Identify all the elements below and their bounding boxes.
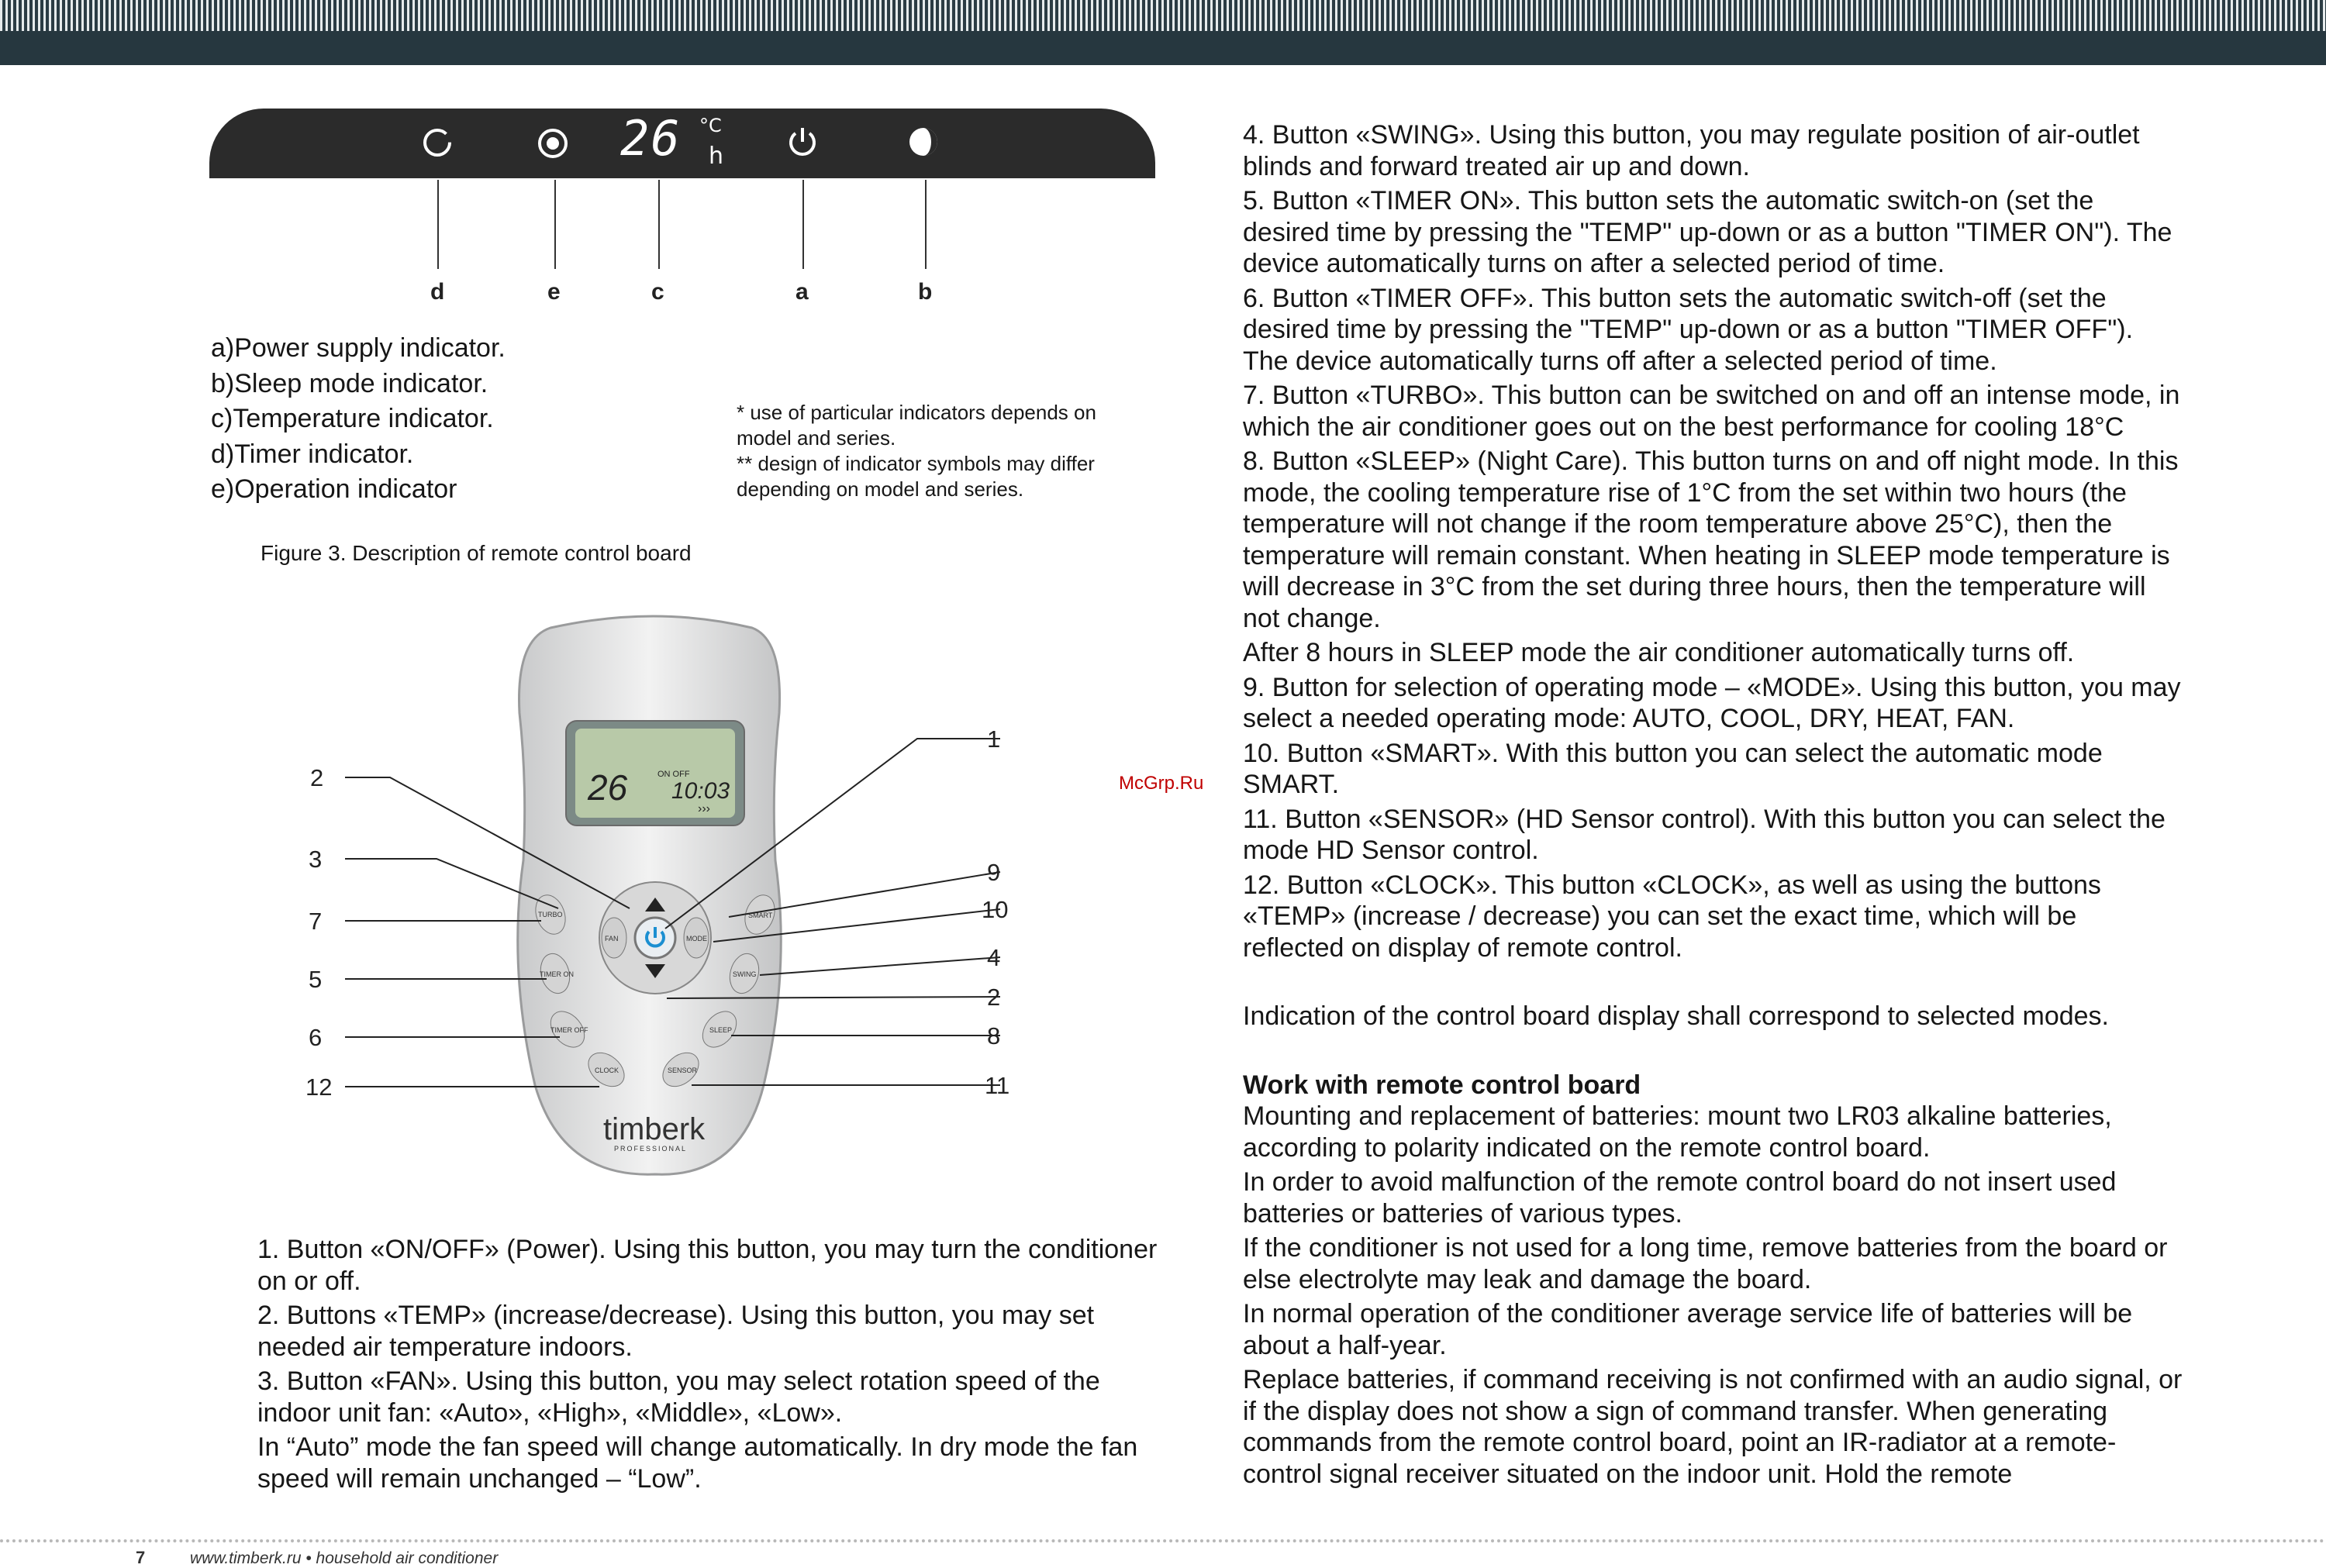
remote-label-11: 11 <box>985 1072 1010 1099</box>
operation-indicator-icon <box>535 126 571 161</box>
paragraph: Replace batteries, if command receiving is not confirmed with an audio signal, or if the display does not show a sign of command transfer. When generating commands from the remote control board, point an IR-radiator at a remote-control signal receiver situated on the indoor unit. Hold the remote <box>1243 1365 2183 1489</box>
sleep-button-label: SLEEP <box>709 1026 733 1034</box>
paragraph: After 8 hours in SLEEP mode the air conditioner automatically turns off. <box>1243 638 2075 667</box>
remote-label-4: 4 <box>987 944 1001 971</box>
leader-line-d <box>437 180 439 269</box>
lcd-mode: ON OFF <box>657 770 690 779</box>
power-indicator-icon <box>785 124 820 160</box>
paragraph: Mounting and replacement of batteries: mount two LR03 alkaline batteries, according to polarity indicated on the remote control board. <box>1243 1101 2112 1163</box>
footer-site: www.timberk.ru • household air conditioner <box>190 1549 499 1567</box>
remote-label-2: 2 <box>310 764 324 791</box>
timer-on-button-label: TIMER ON <box>540 970 574 978</box>
lcd-fan-arrows: ››› <box>698 802 710 815</box>
remote-label-5: 5 <box>309 966 323 993</box>
paragraph: 3. Button «FAN». Using this button, you may select rotation speed of the indoor unit fan: «Auto», «High», «Middle», «Low». <box>257 1366 1100 1428</box>
clock-button-label: CLOCK <box>595 1067 619 1074</box>
paragraph: 11. Button «SENSOR» (HD Sensor control). With this button you can select the mode HD Sensor control. <box>1243 804 2166 865</box>
indicator-letter-a: a <box>795 279 809 305</box>
lcd-time: 10:03 <box>671 778 730 804</box>
watermark: McGrp.Ru <box>1119 773 1204 794</box>
indicator-legend <box>211 331 506 508</box>
indicator-notes <box>737 400 1155 502</box>
remote-label-12: 12 <box>305 1073 333 1101</box>
paragraph: 2. Buttons «TEMP» (increase/decrease). Using this button, you may set needed air temperature indoors. <box>257 1301 1095 1362</box>
note-1: * use of particular indicators depends on model and series. <box>737 401 1096 450</box>
indicator-letter-e: e <box>547 279 561 305</box>
timer-off-button-label: TIMER OFF <box>550 1026 588 1034</box>
smart-button-label: SMART <box>748 912 773 919</box>
remote-label-2b: 2 <box>987 984 1001 1011</box>
section-title: Work with remote control board <box>1243 1070 1641 1100</box>
brand-logo: timberk <box>603 1112 706 1146</box>
remote-control-figure <box>295 605 1070 1194</box>
paragraph: If the conditioner is not used for a long time, remove batteries from the board or else electrolyte may leak and damage the board. <box>1243 1233 2168 1294</box>
leader-line-c <box>658 180 660 269</box>
leader-line-a <box>802 180 804 269</box>
remote-label-3: 3 <box>309 846 323 873</box>
right-column-text <box>1243 119 2185 1493</box>
footer-divider <box>0 1539 2326 1542</box>
header-band <box>0 0 2326 65</box>
celsius-unit: °C <box>699 115 722 136</box>
header-stripes <box>0 0 2326 31</box>
paragraph: 7. Button «TURBO». This button can be switched on and off an intense mode, in which the air conditioner goes out on the best performance for cooling 18°C <box>1243 381 2180 442</box>
leader-line-b <box>925 180 927 269</box>
remote-label-7: 7 <box>309 908 323 935</box>
swing-button-label: SWING <box>733 970 757 978</box>
brand-sub: PROFESSIONAL <box>614 1145 688 1153</box>
indicator-letter-d: d <box>430 279 445 305</box>
remote-label-8: 8 <box>987 1022 1001 1049</box>
paragraph: 8. Button «SLEEP» (Night Care). This button turns on and off night mode. In this mode, the cooling temperature rise of 1°C from the set within two hours (the temperature will not change if the room temperature above 25°C), then the temperature will remain constant. When heating in SLEEP mode temperature is will decrease in 3°C from the set during three hours, then the temperature will not change. <box>1243 446 2179 633</box>
sleep-indicator-icon <box>906 124 941 160</box>
indication-note: Indication of the control board display shall correspond to selected modes. <box>1243 1001 2109 1031</box>
hours-unit: h <box>709 143 724 170</box>
paragraph: 12. Button «CLOCK». This button «CLOCK», as well as using the buttons «TEMP» (increase / decrease) you can set the exact time, which will be reflected on display of remote control. <box>1243 870 2101 963</box>
paragraph: In “Auto” mode the fan speed will change automatically. In dry mode the fan speed will remain unchanged – “Low”. <box>257 1432 1138 1494</box>
temperature-readout: 26 <box>620 110 682 167</box>
paragraph: 10. Button «SMART». With this button you can select the automatic mode SMART. <box>1243 738 2103 799</box>
turbo-button-label: TURBO <box>538 911 563 918</box>
remote-label-1: 1 <box>987 725 1001 753</box>
legend-item: d)Timer indicator. <box>211 439 414 469</box>
legend-item: c)Temperature indicator. <box>211 404 494 433</box>
remote-label-6: 6 <box>309 1024 323 1051</box>
remote-label-10: 10 <box>982 896 1009 923</box>
paragraph: In order to avoid malfunction of the remote control board do not insert used batteries or batteries of various types. <box>1243 1167 2117 1229</box>
mode-button-label: MODE <box>686 935 707 943</box>
leader-line-e <box>554 180 556 269</box>
indicator-letter-b: b <box>918 279 933 305</box>
sensor-button-label: SENSOR <box>668 1067 698 1074</box>
indicator-letter-c: c <box>651 279 664 305</box>
legend-item: e)Operation indicator <box>211 474 457 504</box>
paragraph: 4. Button «SWING». Using this button, you may regulate position of air-outlet blinds and forward treated air up and down. <box>1243 120 2140 181</box>
paragraph: 5. Button «TIMER ON». This button sets the automatic switch-on (set the desired time by pressing the "TEMP" up-down or as a button "TIMER ON"). The device automatically turns on after a selected period of time. <box>1243 186 2172 278</box>
left-column-text <box>257 1234 1165 1497</box>
indicator-board <box>209 109 1155 178</box>
page-number: 7 <box>136 1548 146 1567</box>
paragraph: 6. Button «TIMER OFF». This button sets the automatic switch-off (set the desired time by pressing the "TEMP" up-down or as a button "TIMER OFF"). The device automatically turns off after a selected period of time. <box>1243 283 2134 376</box>
paragraph: In normal operation of the conditioner average service life of batteries will be about a half-year. <box>1243 1299 2133 1360</box>
legend-item: a)Power supply indicator. <box>211 333 506 363</box>
timer-indicator-icon <box>420 126 454 160</box>
figure-caption: Figure 3. Description of remote control board <box>261 541 692 565</box>
lcd-temperature: 26 <box>588 767 628 808</box>
legend-item: b)Sleep mode indicator. <box>211 368 488 398</box>
paragraph: 1. Button «ON/OFF» (Power). Using this button, you may turn the conditioner on or off. <box>257 1235 1158 1296</box>
note-2: ** design of indicator symbols may differ depending on model and series. <box>737 452 1095 501</box>
paragraph: 9. Button for selection of operating mode – «MODE». Using this button, you may select a needed operating mode: AUTO, COOL, DRY, HEAT, FAN. <box>1243 672 2181 733</box>
remote-label-9: 9 <box>987 859 1001 886</box>
fan-button-label: FAN <box>605 935 619 943</box>
